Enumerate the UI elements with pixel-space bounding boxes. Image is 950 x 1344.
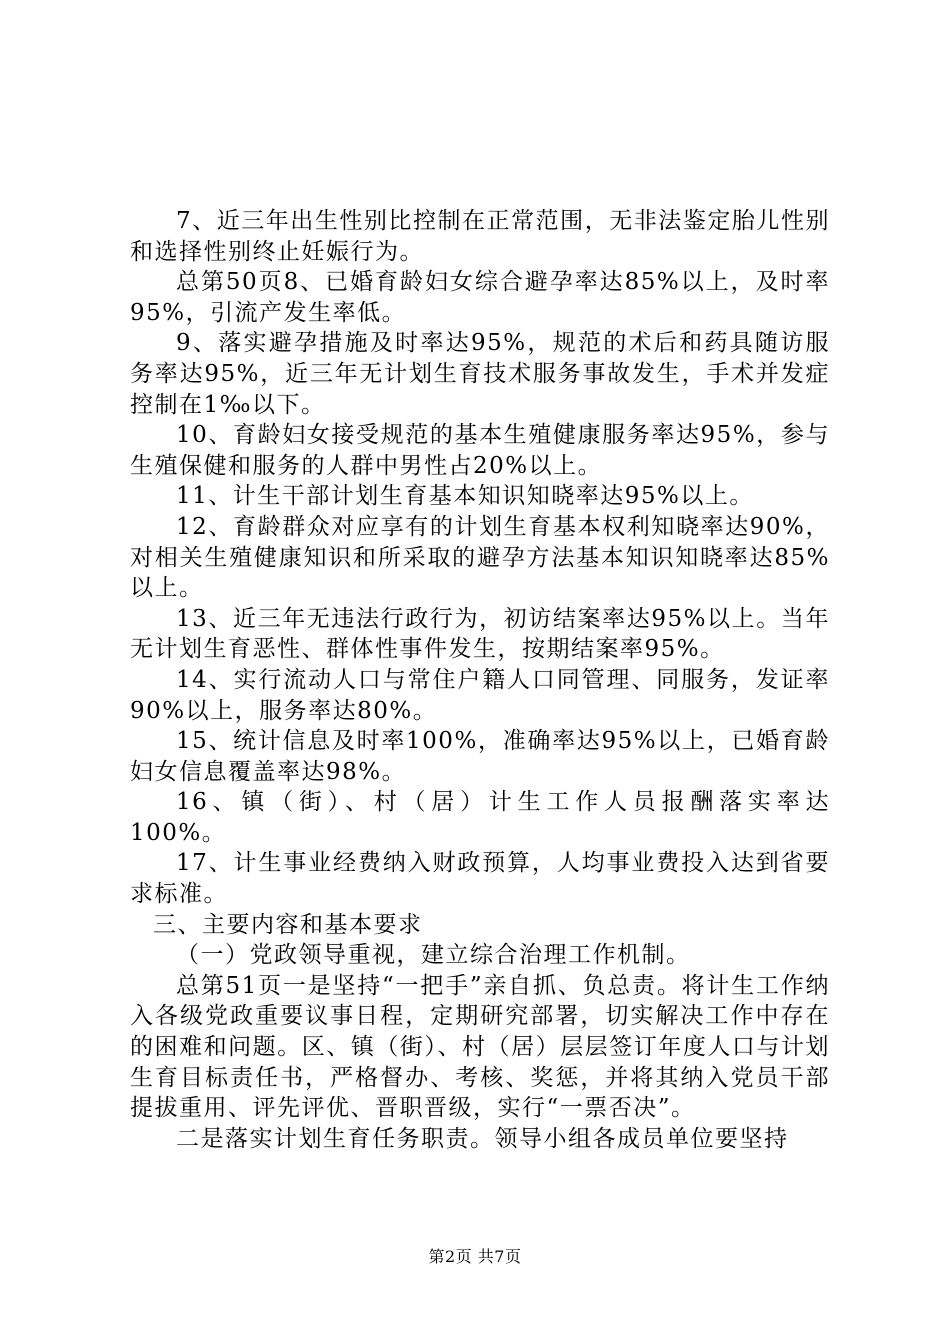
paragraph-item-16: 16、镇（街）、村（居）计生工作人员报酬落实率达100%。 xyxy=(130,789,830,846)
paragraph-item-10: 10、育龄妇女接受规范的基本生殖健康服务率达95%，参与生殖保健和服务的人群中男性占20%以上。 xyxy=(130,422,830,479)
paragraph-item-11: 11、计生干部计划生育基本知识知晓率达95%以上。 xyxy=(176,483,754,510)
paragraph-item-8: 总第50页8、已婚育龄妇女综合避孕率达85%以上，及时率95%，引流产发生率低。 xyxy=(130,269,830,326)
document-body xyxy=(130,206,830,1154)
page-footer: 第2页 共7页 xyxy=(428,1247,522,1266)
paragraph-item-7: 7、近三年出生性别比控制在正常范围，无非法鉴定胎儿性别和选择性别终止妊娠行为。 xyxy=(130,208,830,265)
paragraph-item-14: 14、实行流动人口与常住户籍人口同管理、同服务，发证率90%以上，服务率达80%。 xyxy=(130,666,830,724)
paragraph-item-9: 9、落实避孕措施及时率达95%，规范的术后和药具随访服务率达95%，近三年无计划生育技术服务事故发生，手术并发症控制在1‰以下。 xyxy=(130,330,830,418)
paragraph-item-15: 15、统计信息及时率100%，准确率达95%以上，已婚育龄妇女信息覆盖率达98%。 xyxy=(130,728,830,785)
paragraph-item-17: 17、计生事业经费纳入财政预算，人均事业费投入达到省要求标准。 xyxy=(130,850,830,908)
subsection-heading: （一）党政领导重视，建立综合治理工作机制。 xyxy=(176,942,691,969)
paragraph-item-13: 13、近三年无违法行政行为，初访结案率达95%以上。当年无计划生育恶性、群体性事件发生，按期结案率95%。 xyxy=(130,605,830,663)
paragraph-item-12: 12、育龄群众对应享有的计划生育基本权利知晓率达90%，对相关生殖健康知识和所采取的避孕方法基本知识知晓率达85%以上。 xyxy=(130,513,830,602)
paragraph-point-two: 二是落实计划生育任务职责。领导小组各成员单位要坚持 xyxy=(176,1125,789,1152)
paragraph-point-one: 总第51页一是坚持“一把手”亲自抓、负总责。将计生工作纳入各级党政重要议事日程，定期研究部署，切实解决工作中存在的困难和问题。区、镇（街）、村（居）层层签订年度人口与计划生育目标责任书，严格督办、考核、奖惩，并将其纳入党员干部提拔重用、评先评优、晋职晋级，实行“一票否决”。 xyxy=(130,972,830,1122)
section-heading: 三、主要内容和基本要求 xyxy=(153,911,423,938)
